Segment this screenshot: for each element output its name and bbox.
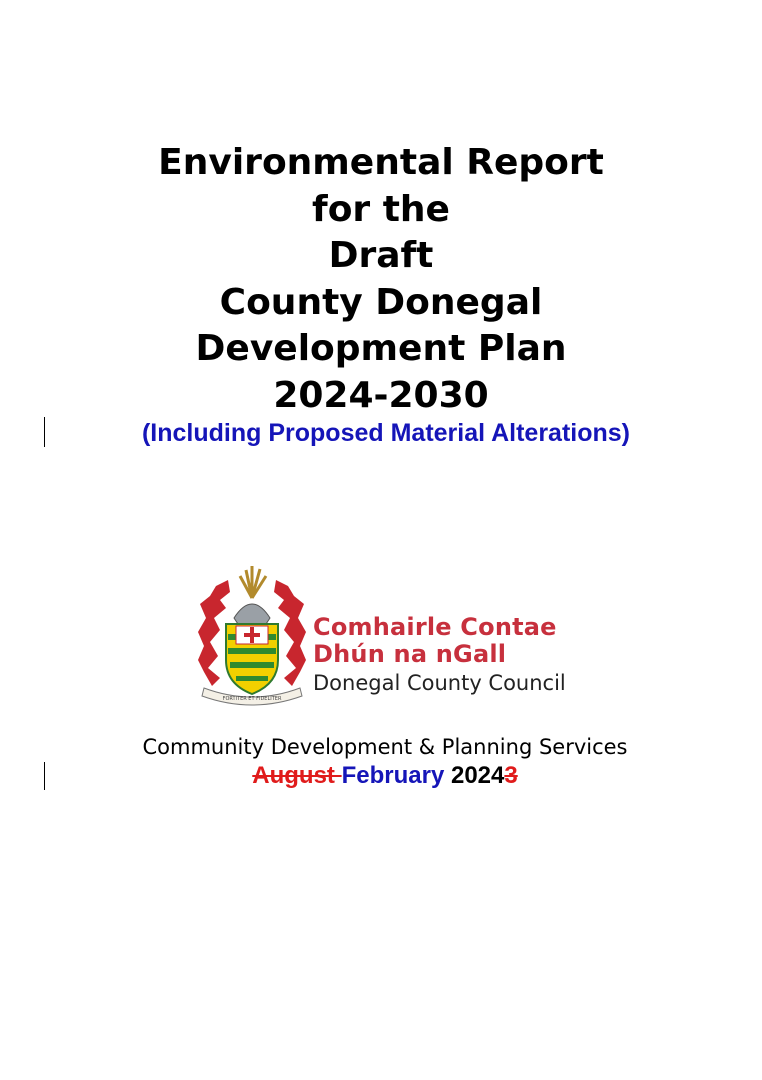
title-line: for the xyxy=(312,188,450,230)
title-line: County Donegal xyxy=(219,281,543,323)
council-logo xyxy=(180,552,605,720)
title-line: Draft xyxy=(328,235,434,276)
deleted-month: August xyxy=(252,762,342,789)
report-title xyxy=(0,140,762,419)
title-line: 2024-2030 xyxy=(273,374,489,416)
department-name: Community Development & Planning Services xyxy=(142,735,628,759)
motto-text: FORTITER ET FIDELITER xyxy=(222,696,282,702)
report-date xyxy=(0,761,762,791)
deleted-year-digit: 3 xyxy=(504,762,518,789)
council-name-irish-2: Dhún na nGall xyxy=(313,640,507,668)
title-line: Environmental Report xyxy=(158,142,604,183)
inserted-month: February xyxy=(341,762,445,789)
title-line: Development Plan xyxy=(195,328,567,369)
helmet-icon xyxy=(234,604,270,624)
council-name xyxy=(313,614,566,698)
council-name-english: Donegal County Council xyxy=(313,671,566,695)
council-name-irish-1: Comhairle Contae xyxy=(313,613,557,641)
coat-of-arms-icon xyxy=(190,560,315,710)
report-subtitle: (Including Proposed Material Alterations) xyxy=(141,419,630,447)
year-kept: 2024 xyxy=(450,762,505,789)
wheat-sheaf-icon xyxy=(240,566,266,598)
